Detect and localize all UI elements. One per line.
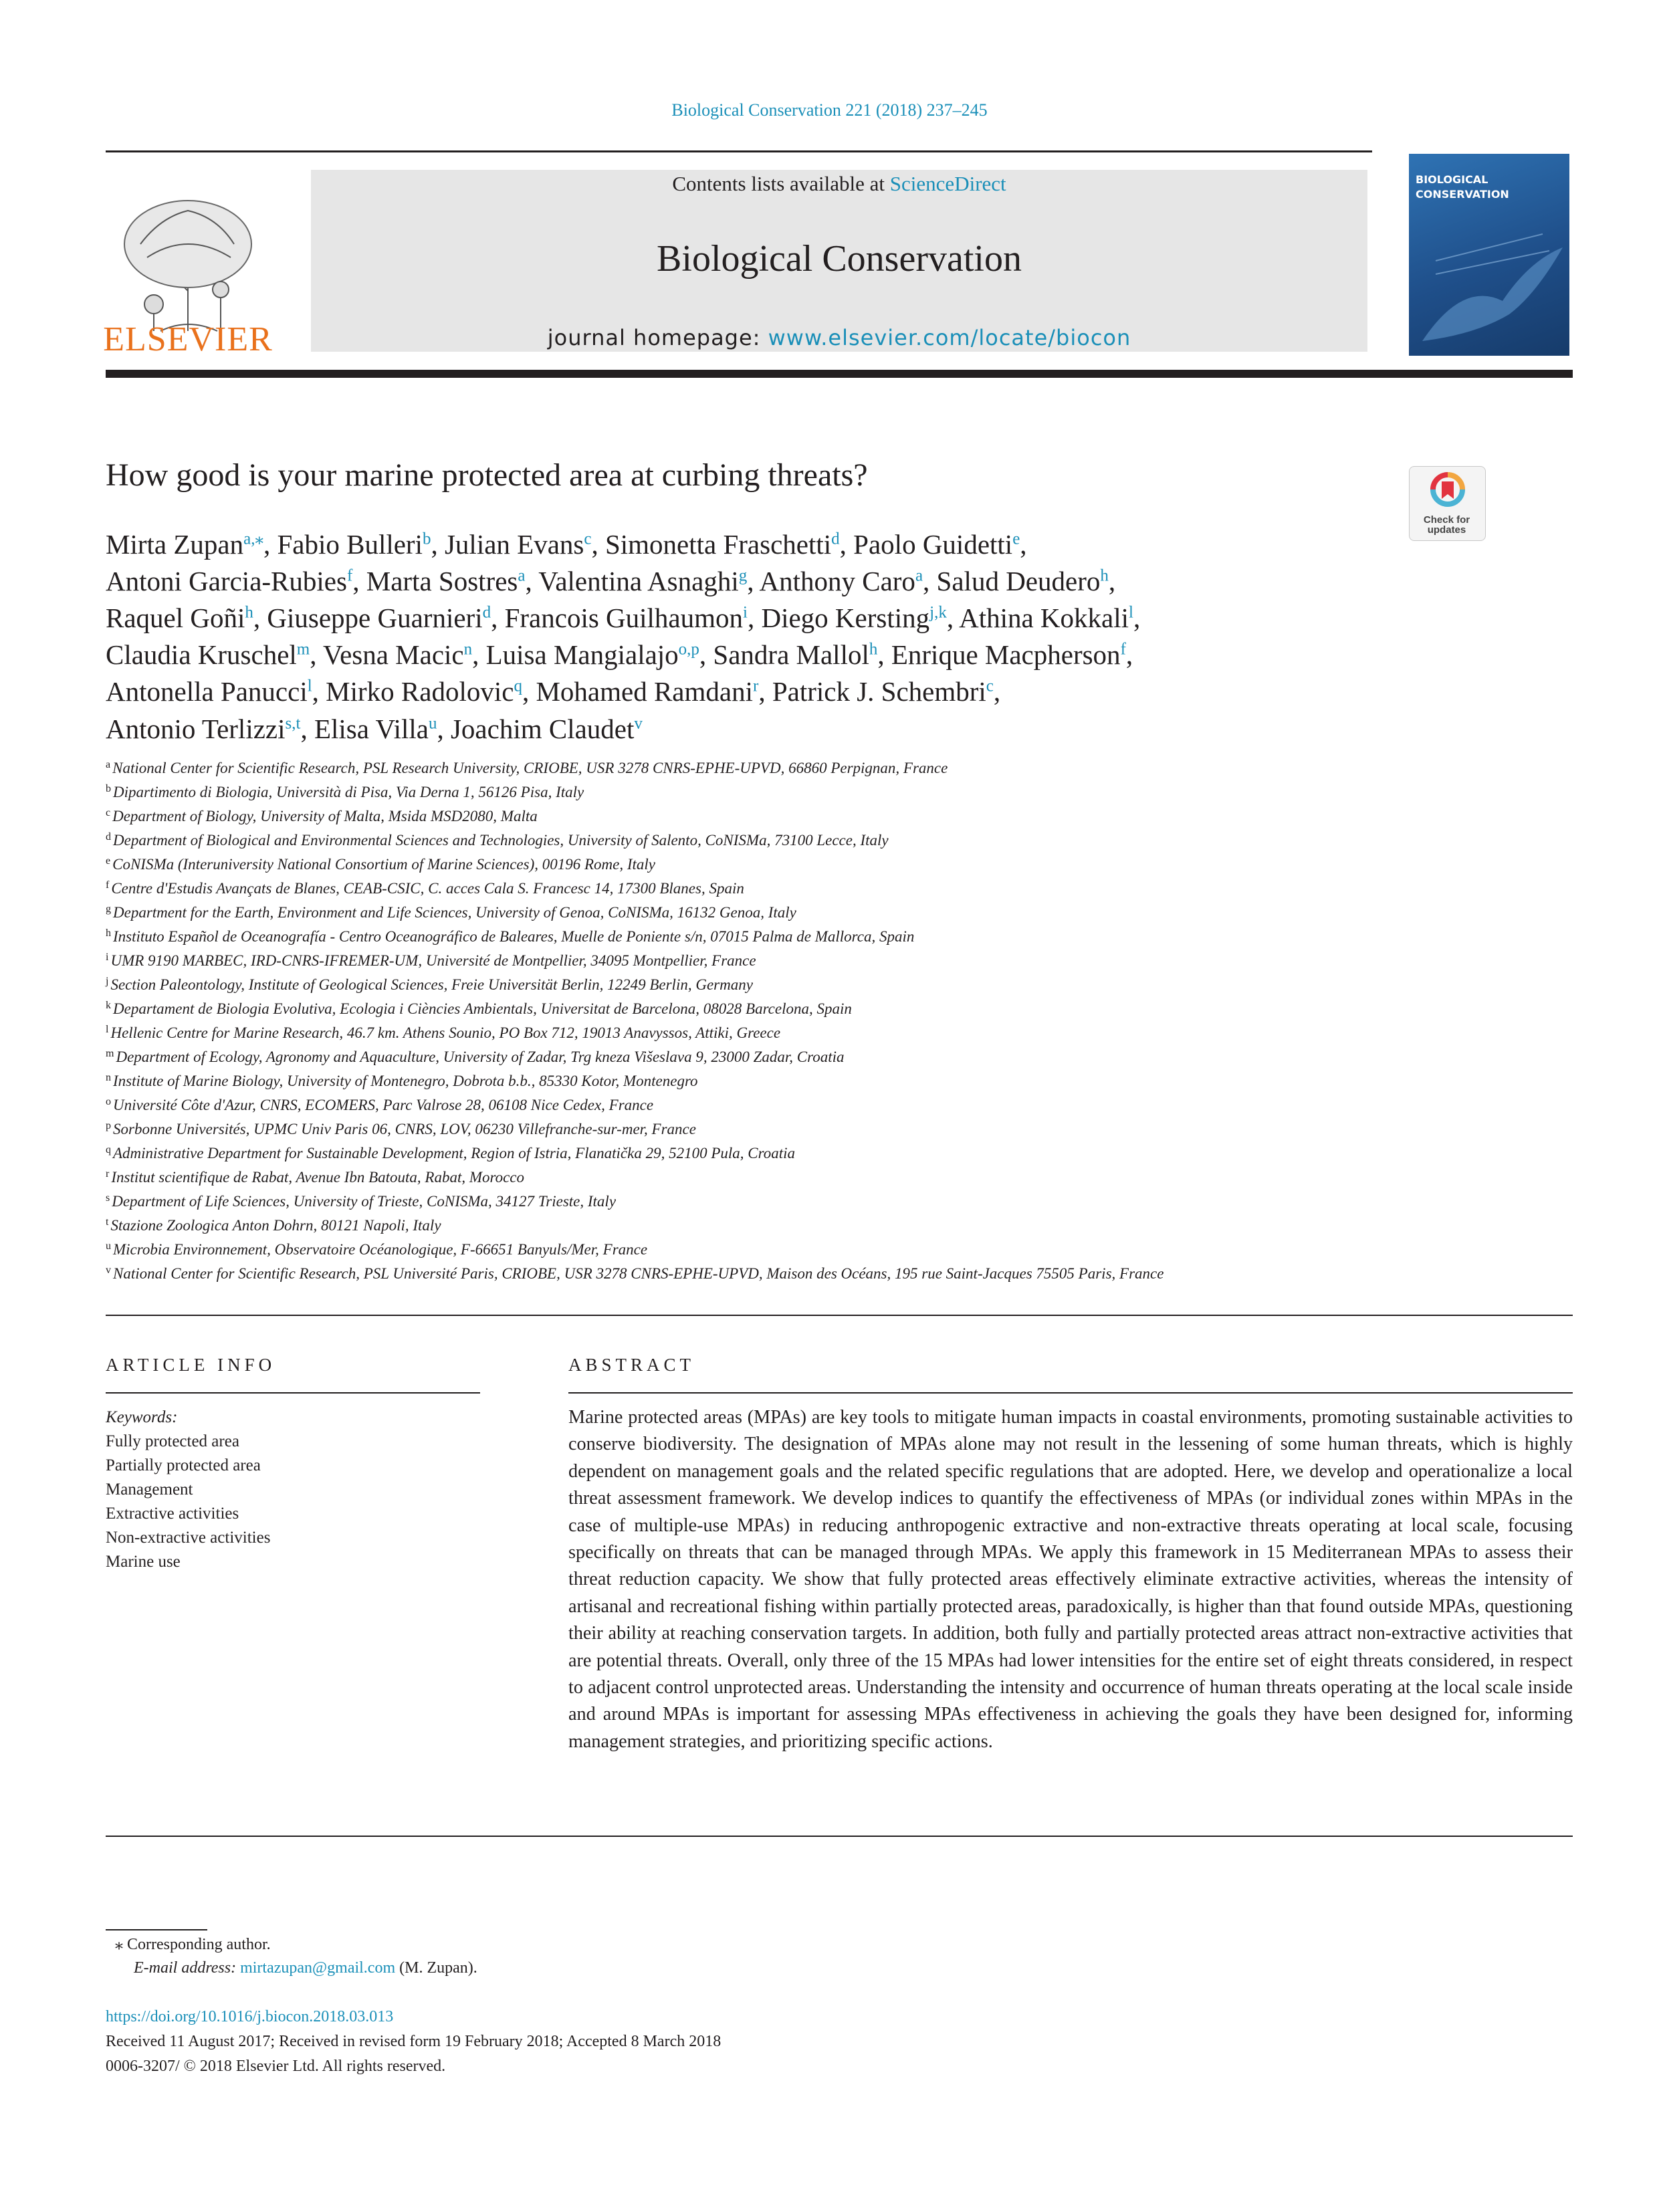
affiliation-letter: u bbox=[106, 1240, 111, 1252]
author-separator: , bbox=[300, 713, 314, 744]
author-affiliation-marker[interactable]: a bbox=[915, 566, 923, 585]
author-affiliation-marker[interactable]: q bbox=[514, 677, 522, 695]
affiliation-letter: s bbox=[106, 1192, 110, 1204]
affiliation-letter: v bbox=[106, 1264, 111, 1276]
affiliation-letter: t bbox=[106, 1216, 109, 1228]
author-name[interactable]: Simonetta Fraschetti bbox=[604, 529, 832, 560]
author-affiliation-marker[interactable]: c bbox=[986, 677, 994, 695]
section-rule bbox=[106, 1315, 1573, 1316]
article-info-heading: ARTICLE INFO bbox=[106, 1355, 276, 1375]
author-name[interactable]: Joachim Claudet bbox=[450, 713, 635, 744]
affiliation-item bbox=[106, 1024, 780, 1042]
author-separator: , bbox=[352, 566, 366, 596]
affiliation-item bbox=[106, 1048, 845, 1066]
affiliation-letter: n bbox=[106, 1072, 111, 1083]
author-affiliation-marker[interactable]: o,p bbox=[678, 640, 699, 659]
affiliation-text: Department of Biology, University of Malta, Msida MSD2080, Malta bbox=[112, 808, 538, 824]
author-separator: , bbox=[591, 529, 605, 560]
affiliation-text: Microbia Environnement, Observatoire Océanologique, F-66651 Banyuls/Mer, France bbox=[113, 1241, 648, 1258]
affiliation-letter: a bbox=[106, 759, 111, 770]
author-name[interactable]: Sandra Mallol bbox=[713, 639, 869, 670]
journal-reference-link[interactable]: Biological Conservation 221 (2018) 237–245 bbox=[671, 100, 988, 120]
author-line bbox=[106, 639, 1133, 671]
author-separator: , bbox=[437, 713, 451, 744]
email-note bbox=[134, 1959, 477, 1977]
author-name[interactable]: Athina Kokkali bbox=[959, 602, 1129, 633]
author-separator: , bbox=[1108, 566, 1116, 596]
author-affiliation-marker[interactable]: d bbox=[831, 530, 840, 548]
affiliation-text: UMR 9190 MARBEC, IRD-CNRS-IFREMER-UM, Université de Montpellier, 34095 Montpellier, France bbox=[110, 952, 756, 969]
author-separator: , bbox=[312, 676, 326, 707]
author-name[interactable]: Antonio Terlizzi bbox=[106, 713, 286, 744]
author-name[interactable]: Claudia Kruschel bbox=[106, 639, 297, 670]
author-affiliation-marker[interactable]: l bbox=[307, 677, 312, 695]
affiliation-letter: p bbox=[106, 1120, 111, 1131]
article-dates: Received 11 August 2017; Received in revised form 19 February 2018; Accepted 8 March 2018 bbox=[106, 2033, 722, 2050]
contents-prefix: Contents lists available at bbox=[672, 172, 890, 195]
author-separator: , bbox=[1133, 602, 1141, 633]
keyword-item: Management bbox=[106, 1480, 193, 1499]
affiliation-text: National Center for Scientific Research, PSL Université Paris, CRIOBE, USR 3278 CNRS-EPHE-UPVD, Maison des Océans, 195 rue Saint-Jacques 75505 Paris, France bbox=[113, 1265, 1164, 1282]
affiliation-letter: c bbox=[106, 807, 111, 818]
affiliation-text: Institut scientifique de Rabat, Avenue Ibn Batouta, Rabat, Morocco bbox=[111, 1169, 525, 1186]
affiliation-text: Department of Ecology, Agronomy and Aquaculture, University of Zadar, Trg kneza Višeslava 9, 23000 Zadar, Croatia bbox=[116, 1048, 845, 1065]
keyword-item: Partially protected area bbox=[106, 1456, 261, 1474]
affiliation-item bbox=[106, 904, 796, 921]
affiliation-letter: o bbox=[106, 1096, 111, 1107]
author-affiliation-marker[interactable]: d bbox=[482, 603, 491, 622]
author-separator: , bbox=[699, 639, 713, 670]
author-name[interactable]: Antonella Panucci bbox=[106, 676, 308, 707]
author-affiliation-marker[interactable]: l bbox=[1129, 603, 1133, 622]
author-affiliation-marker[interactable]: a,⁎ bbox=[243, 530, 263, 548]
journal-cover-image bbox=[1409, 154, 1569, 356]
author-separator: , bbox=[253, 602, 267, 633]
affiliation-item bbox=[106, 856, 655, 873]
header-rule bbox=[106, 150, 1372, 152]
author-name[interactable]: Luisa Mangialajo bbox=[485, 639, 679, 670]
affiliation-letter: h bbox=[106, 927, 111, 939]
author-line bbox=[106, 602, 1140, 634]
article-title: How good is your marine protected area at curbing threats? bbox=[106, 457, 868, 493]
affiliation-letter: b bbox=[106, 783, 111, 794]
affiliation-text: Dipartimento di Biologia, Università di Pisa, Via Derna 1, 56126 Pisa, Italy bbox=[113, 784, 584, 800]
journal-homepage-line bbox=[311, 325, 1367, 350]
affiliation-text: Department of Biological and Environmental Sciences and Technologies, University of Salento, CoNISMa, 73100 Lecce, Italy bbox=[113, 832, 889, 849]
affiliation-letter: q bbox=[106, 1144, 111, 1155]
affiliation-text: Administrative Department for Sustainable Development, Region of Istria, Flanatička 29, 52100 Pula, Croatia bbox=[113, 1145, 795, 1162]
author-line bbox=[106, 528, 1027, 560]
author-affiliation-marker[interactable]: j,k bbox=[929, 603, 947, 622]
article-info-rule bbox=[106, 1392, 480, 1394]
author-name[interactable]: Francois Guilhaumon bbox=[504, 602, 744, 633]
affiliation-text: Instituto Español de Oceanografía - Centro Oceanográfico de Baleares, Muelle de Poniente s/n, 07015 Palma de Mallorca, Spain bbox=[113, 928, 915, 945]
author-affiliation-marker[interactable]: u bbox=[428, 714, 437, 733]
affiliation-letter: i bbox=[106, 952, 109, 963]
affiliation-text: National Center for Scientific Research, PSL Research University, CRIOBE, USR 3278 CNRS-EPHE-UPVD, 66860 Perpignan, France bbox=[112, 760, 948, 776]
author-line bbox=[106, 675, 1000, 707]
keywords-label: Keywords: bbox=[106, 1408, 178, 1426]
affiliation-item bbox=[106, 928, 914, 946]
author-separator: , bbox=[310, 639, 323, 670]
affiliation-item bbox=[106, 1121, 696, 1138]
affiliation-item bbox=[106, 880, 744, 897]
author-affiliation-marker[interactable]: h bbox=[1100, 566, 1109, 585]
author-affiliation-marker[interactable]: c bbox=[584, 530, 592, 548]
affiliation-text: Stazione Zoologica Anton Dohrn, 80121 Napoli, Italy bbox=[110, 1217, 441, 1234]
author-separator: , bbox=[491, 602, 505, 633]
copyright-notice: 0006-3207/ © 2018 Elsevier Ltd. All rights reserved. bbox=[106, 2058, 446, 2075]
keyword-item: Extractive activities bbox=[106, 1505, 239, 1523]
author-name[interactable]: Vesna Macic bbox=[323, 639, 464, 670]
publisher-wordmark: ELSEVIER bbox=[103, 320, 273, 358]
author-line bbox=[106, 713, 643, 745]
keyword-item: Marine use bbox=[106, 1553, 181, 1571]
author-name[interactable]: Raquel Goñi bbox=[106, 602, 245, 633]
author-affiliation-marker[interactable]: b bbox=[422, 530, 431, 548]
affiliation-text: Institute of Marine Biology, University of Montenegro, Dobrota b.b., 85330 Kotor, Montenegro bbox=[113, 1073, 698, 1089]
affiliation-item bbox=[106, 1265, 1164, 1283]
affiliation-item bbox=[106, 1097, 653, 1114]
footnote-rule bbox=[106, 1929, 207, 1930]
email-label: E-mail address: bbox=[134, 1959, 241, 1977]
author-affiliation-marker[interactable]: i bbox=[743, 603, 748, 622]
affiliation-item bbox=[106, 1193, 616, 1210]
header-thick-rule bbox=[106, 370, 1573, 378]
author-name[interactable]: Marta Sostres bbox=[366, 566, 518, 596]
abstract-bottom-rule bbox=[106, 1836, 1573, 1837]
affiliation-text: Centre d'Estudis Avançats de Blanes, CEAB-CSIC, C. acces Cala S. Francesc 14, 17300 Blanes, Spain bbox=[111, 880, 744, 897]
affiliation-text: Sorbonne Universités, UPMC Univ Paris 06, CNRS, LOV, 06230 Villefranche-sur-mer, France bbox=[113, 1121, 696, 1137]
author-separator: , bbox=[522, 676, 536, 707]
homepage-prefix: journal homepage: bbox=[547, 325, 768, 350]
author-separator: , bbox=[923, 566, 937, 596]
affiliation-text: Université Côte d'Azur, CNRS, ECOMERS, Parc Valrose 28, 06108 Nice Cedex, France bbox=[113, 1097, 654, 1113]
author-affiliation-marker[interactable]: g bbox=[738, 566, 748, 585]
affiliation-item bbox=[106, 784, 584, 801]
author-name[interactable]: Mirko Radolovic bbox=[326, 676, 514, 707]
author-name[interactable]: Diego Kersting bbox=[761, 602, 930, 633]
keyword-item: Fully protected area bbox=[106, 1432, 239, 1450]
sciencedirect-link[interactable]: ScienceDirect bbox=[889, 172, 1006, 195]
author-affiliation-marker[interactable]: v bbox=[634, 714, 643, 733]
doi-link[interactable]: https://doi.org/10.1016/j.biocon.2018.03.013 bbox=[106, 2008, 394, 2025]
author-separator: , bbox=[431, 529, 445, 560]
author-name[interactable]: Enrique Macpherson bbox=[891, 639, 1121, 670]
email-suffix: (M. Zupan). bbox=[395, 1959, 477, 1977]
author-name[interactable]: Paolo Guidetti bbox=[853, 529, 1013, 560]
email-link[interactable]: mirtazupan@gmail.com bbox=[240, 1959, 396, 1977]
affiliation-item bbox=[106, 952, 756, 970]
affiliation-letter: e bbox=[106, 855, 111, 867]
affiliation-item bbox=[106, 760, 948, 777]
author-name[interactable]: Antoni Garcia-Rubies bbox=[106, 566, 347, 596]
author-affiliation-marker[interactable]: h bbox=[245, 603, 253, 622]
contents-available-line bbox=[311, 172, 1367, 196]
affiliation-text: Department of Life Sciences, University of Trieste, CoNISMa, 34127 Trieste, Italy bbox=[112, 1193, 617, 1210]
affiliation-letter: m bbox=[106, 1048, 114, 1059]
author-separator: , bbox=[747, 602, 762, 633]
author-separator: , bbox=[993, 676, 1001, 707]
author-name[interactable]: Valentina Asnaghi bbox=[538, 566, 739, 596]
affiliation-letter: f bbox=[106, 879, 110, 891]
affiliation-item bbox=[106, 1241, 647, 1258]
abstract-rule bbox=[568, 1392, 1573, 1394]
author-name[interactable]: Salud Deudero bbox=[936, 566, 1101, 596]
author-affiliation-marker[interactable]: m bbox=[296, 640, 310, 659]
affiliation-letter: j bbox=[106, 976, 109, 987]
author-separator: , bbox=[1020, 529, 1027, 560]
cover-title: BIOLOGICAL CONSERVATION bbox=[1416, 173, 1509, 201]
author-separator: , bbox=[946, 602, 960, 633]
affiliation-text: CoNISMa (Interuniversity National Consortium of Marine Sciences), 00196 Rome, Italy bbox=[112, 856, 656, 873]
affiliation-item bbox=[106, 1217, 441, 1234]
author-affiliation-marker[interactable]: r bbox=[752, 677, 759, 695]
author-separator: , bbox=[747, 566, 760, 596]
author-separator: , bbox=[1125, 639, 1133, 670]
check-updates-icon bbox=[1430, 472, 1465, 510]
affiliation-text: Section Paleontology, Institute of Geological Sciences, Freie Universität Berlin, 12249 Berlin, Germany bbox=[110, 976, 753, 993]
affiliation-letter: k bbox=[106, 1000, 111, 1011]
homepage-link[interactable]: www.elsevier.com/locate/biocon bbox=[768, 325, 1131, 350]
author-separator: , bbox=[525, 566, 539, 596]
author-separator: , bbox=[758, 676, 772, 707]
affiliation-text: Departament de Biologia Evolutiva, Ecologia i Ciències Ambientals, Universitat de Barcelona, 08028 Barcelona, Spain bbox=[113, 1000, 852, 1017]
author-name[interactable]: Patrick J. Schembri bbox=[772, 676, 986, 707]
corresponding-author-note: ⁎ Corresponding author. bbox=[115, 1936, 271, 1953]
affiliation-item bbox=[106, 1169, 524, 1186]
author-affiliation-marker[interactable]: n bbox=[463, 640, 473, 659]
affiliation-letter: r bbox=[106, 1168, 110, 1180]
author-name[interactable]: Giuseppe Guarnieri bbox=[267, 602, 483, 633]
abstract-text: Marine protected areas (MPAs) are key tools to mitigate human impacts in coastal environments, promoting sustainable activities to conserve biodiversity. The designation of MPAs alone may not result in the lessening of some human threats, which is highly dependent on management goals and the related specific regulations that are adopted. Here, we develop and operationalize a local threat assessment framework. We develop indices to quantify the effectiveness of MPAs (or individual zones within MPAs in the case of multiple-use MPAs) in reducing anthropogenic extractive and non-extractive threats operating at local scale, focusing specifically on threats that can be managed through MPAs. We apply this framework in 15 Mediterranean MPAs to assess their threat reduction capacity. We show that fully protected areas effectively eliminate extractive activities, whereas the intensity of artisanal and recreational fishing within partially protected areas, paradoxically, is higher than that found outside MPAs, questioning their ability at reaching conservation targets. In addition, both fully and partially protected areas attract non-extractive activities that are potential threats. Overall, only three of the 15 MPAs had lower intensities for the entire set of eight threats considered, in respect to adjacent control unprotected areas. Understanding the intensity and occurrence of human threats operating at the local scale inside and around MPAs is important for assessing MPAs effectiveness in achieving the goals they have been designed for, informing management strategies, and prioritizing specific actions. bbox=[568, 1407, 1573, 1752]
affiliation-item bbox=[106, 1145, 795, 1162]
author-separator: , bbox=[263, 529, 278, 560]
author-affiliation-marker[interactable]: h bbox=[869, 640, 878, 659]
author-name[interactable]: Anthony Caro bbox=[759, 566, 915, 596]
author-affiliation-marker[interactable]: f bbox=[1120, 640, 1126, 659]
author-name[interactable]: Julian Evans bbox=[444, 529, 584, 560]
author-affiliation-marker[interactable]: e bbox=[1012, 530, 1020, 548]
affiliation-item bbox=[106, 832, 889, 849]
author-affiliation-marker[interactable]: f bbox=[346, 566, 353, 585]
affiliation-item bbox=[106, 1000, 852, 1018]
affiliation-text: Hellenic Centre for Marine Research, 46.7 km. Athens Sounio, PO Box 712, 19013 Anavyssos, Attiki, Greece bbox=[110, 1024, 781, 1041]
affiliation-letter: l bbox=[106, 1024, 109, 1035]
affiliation-item bbox=[106, 1073, 698, 1090]
author-affiliation-marker[interactable]: a bbox=[518, 566, 526, 585]
abstract-heading: ABSTRACT bbox=[568, 1355, 695, 1375]
affiliation-letter: g bbox=[106, 903, 111, 915]
author-affiliation-marker[interactable]: s,t bbox=[285, 714, 301, 733]
author-line bbox=[106, 565, 1115, 597]
author-separator: , bbox=[472, 639, 486, 670]
affiliation-letter: d bbox=[106, 831, 111, 843]
author-separator: , bbox=[839, 529, 854, 560]
keyword-item: Non-extractive activities bbox=[106, 1529, 271, 1547]
author-separator: , bbox=[877, 639, 891, 670]
author-name[interactable]: Elisa Villa bbox=[314, 713, 429, 744]
cover-bird-graphic bbox=[1409, 221, 1569, 354]
author-name[interactable]: Fabio Bulleri bbox=[277, 529, 423, 560]
affiliation-text: Department for the Earth, Environment and Life Sciences, University of Genoa, CoNISMa, 16132 Genoa, Italy bbox=[113, 904, 796, 921]
author-name[interactable]: Mirta Zupan bbox=[106, 529, 244, 560]
affiliation-item bbox=[106, 808, 538, 825]
affiliation-item bbox=[106, 976, 753, 994]
author-name[interactable]: Mohamed Ramdani bbox=[536, 676, 753, 707]
check-updates-label: Check for updates bbox=[1423, 514, 1470, 536]
journal-title: Biological Conservation bbox=[657, 238, 1022, 280]
